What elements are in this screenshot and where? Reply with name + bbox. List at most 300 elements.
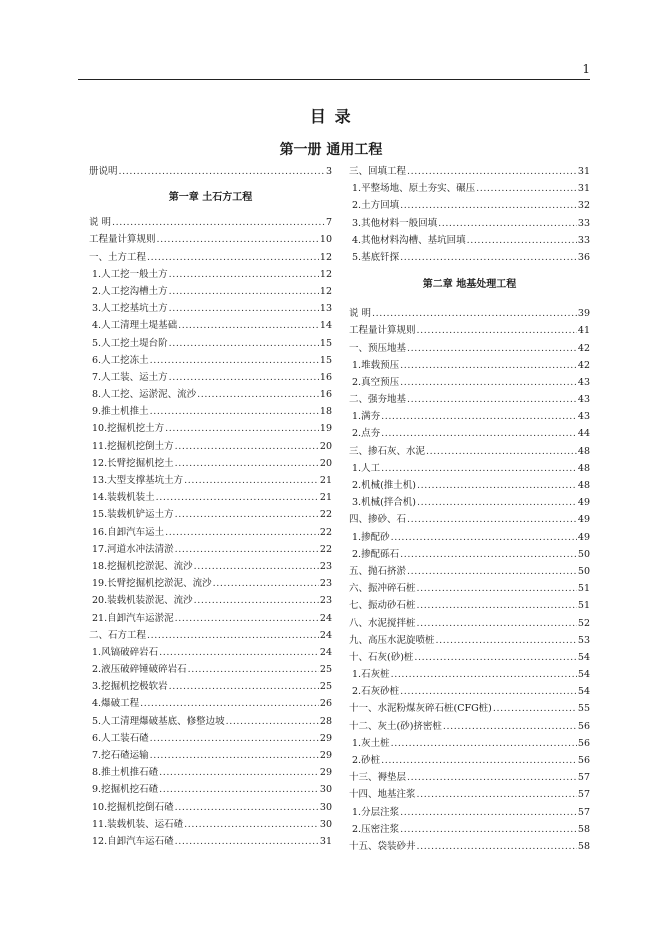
dot-leader bbox=[213, 575, 319, 592]
toc-entry[interactable] bbox=[89, 455, 332, 472]
toc-entry-label: 18.挖掘机挖淤泥、流沙 bbox=[92, 560, 193, 572]
toc-entry-label: 八、水泥搅拌桩 bbox=[349, 617, 416, 629]
toc-entry[interactable] bbox=[349, 460, 590, 477]
toc-entry-page: 29 bbox=[319, 732, 332, 744]
toc-entry[interactable] bbox=[349, 597, 590, 614]
dot-leader bbox=[188, 661, 319, 678]
toc-entry-page: 51 bbox=[577, 583, 590, 595]
dot-leader bbox=[438, 215, 577, 232]
toc-entry-label: 一、土方工程 bbox=[89, 251, 147, 263]
dot-leader bbox=[417, 580, 577, 597]
dot-leader bbox=[159, 764, 319, 781]
toc-entry[interactable] bbox=[89, 833, 332, 850]
toc-entry[interactable] bbox=[349, 340, 590, 357]
toc-entry-label: 十二、灰土(砂)挤密桩 bbox=[349, 720, 442, 732]
dot-leader bbox=[147, 249, 319, 266]
toc-entry-page: 49 bbox=[577, 497, 590, 509]
toc-entry-label: 12.自卸汽车运石碴 bbox=[92, 835, 174, 847]
toc-left-column bbox=[89, 163, 332, 850]
toc-entry-label: 6.人工装石碴 bbox=[92, 732, 149, 744]
toc-entry-page: 39 bbox=[577, 308, 590, 320]
toc-entry-page: 19 bbox=[319, 423, 332, 435]
toc-entry-page: 12 bbox=[319, 251, 332, 263]
toc-entry-label: 工程量计算规则 bbox=[349, 325, 416, 337]
dot-leader bbox=[417, 597, 577, 614]
toc-entry-page: 36 bbox=[577, 251, 590, 263]
toc-entry-page: 22 bbox=[319, 509, 332, 521]
toc-entry[interactable] bbox=[349, 215, 590, 232]
toc-entry[interactable] bbox=[89, 592, 332, 609]
chapter-heading: 第二章 地基处理工程 bbox=[422, 279, 517, 291]
toc-entry-label: 1.风镐破碎岩石 bbox=[92, 646, 159, 658]
toc-entry-page: 43 bbox=[577, 411, 590, 423]
dot-leader bbox=[150, 403, 319, 420]
toc-entry-label: 1.石灰桩 bbox=[352, 669, 390, 681]
dot-leader bbox=[407, 769, 577, 786]
toc-entry-label: 2.砂桩 bbox=[352, 755, 381, 766]
toc-entry-label: 2.石灰砂桩 bbox=[352, 686, 400, 698]
toc-entry-label: 十一、水泥粉煤灰碎石桩(CFG桩) bbox=[349, 703, 492, 715]
toc-entry[interactable] bbox=[89, 403, 332, 420]
dot-leader bbox=[169, 369, 319, 386]
toc-entry-label: 21.自卸汽车运淤泥 bbox=[92, 612, 174, 624]
toc-entry-page: 41 bbox=[577, 325, 590, 337]
dot-leader bbox=[407, 163, 577, 180]
toc-entry[interactable] bbox=[349, 357, 590, 374]
toc-entry-page: 43 bbox=[577, 376, 590, 388]
toc-entry-label: 4.爆破工程 bbox=[92, 698, 140, 710]
toc-entry-label: 17.河道水冲法清淤 bbox=[92, 543, 174, 555]
dot-leader bbox=[381, 752, 577, 769]
dot-leader bbox=[443, 718, 577, 735]
toc-entry[interactable] bbox=[89, 558, 332, 575]
toc-entry-page: 50 bbox=[577, 548, 590, 560]
dot-leader bbox=[169, 266, 319, 283]
toc-entry[interactable] bbox=[349, 546, 590, 563]
toc-entry[interactable] bbox=[89, 541, 332, 558]
toc-entry-label: 1.堆载预压 bbox=[352, 359, 400, 371]
toc-entry-page: 51 bbox=[577, 600, 590, 612]
toc-entry-page: 30 bbox=[319, 818, 332, 830]
dot-leader bbox=[175, 455, 319, 472]
toc-entry[interactable] bbox=[89, 283, 332, 300]
toc-entry-page: 50 bbox=[577, 565, 590, 577]
dot-leader bbox=[381, 408, 577, 425]
toc-entry-label: 1.满夯 bbox=[352, 411, 381, 423]
toc-entry-label: 四、掺砂、石 bbox=[349, 514, 407, 526]
toc-entry-label: 说 明 bbox=[349, 308, 372, 320]
toc-entry[interactable] bbox=[349, 163, 590, 180]
toc-entry-label: 工程量计算规则 bbox=[89, 234, 156, 246]
toc-entry-page: 44 bbox=[577, 428, 590, 440]
toc-entry-label: 十五、袋装砂井 bbox=[349, 840, 416, 852]
dot-leader bbox=[436, 632, 577, 649]
toc-entry-page: 30 bbox=[319, 784, 332, 796]
dot-leader bbox=[150, 730, 319, 747]
toc-entry-page: 49 bbox=[577, 531, 590, 543]
dot-leader bbox=[184, 816, 319, 833]
dot-leader bbox=[165, 420, 319, 437]
dot-leader bbox=[400, 357, 577, 374]
toc-entry[interactable] bbox=[349, 649, 590, 666]
dot-leader bbox=[175, 799, 319, 816]
toc-entry-label: 二、强夯地基 bbox=[349, 394, 407, 406]
toc-entry[interactable] bbox=[89, 300, 332, 317]
toc-entry-label: 2.点夯 bbox=[352, 428, 381, 440]
dot-leader bbox=[407, 340, 577, 357]
toc-entry[interactable] bbox=[89, 214, 332, 231]
toc-entry-label: 4.其他材料沟槽、基坑回填 bbox=[352, 234, 466, 246]
toc-entry-label: 十三、褥垫层 bbox=[349, 772, 407, 784]
toc-entry-label: 一、预压地基 bbox=[349, 342, 407, 354]
dot-leader bbox=[194, 558, 319, 575]
dot-leader bbox=[175, 438, 319, 455]
toc-entry-label: 1.人工挖一般土方 bbox=[92, 268, 168, 280]
toc-entry[interactable] bbox=[89, 816, 332, 833]
dot-leader bbox=[400, 374, 577, 391]
toc-entry[interactable] bbox=[349, 391, 590, 408]
dot-leader bbox=[400, 546, 577, 563]
toc-entry[interactable] bbox=[349, 666, 590, 683]
dot-leader bbox=[417, 786, 577, 803]
toc-entry-page: 15 bbox=[319, 354, 332, 366]
toc-entry[interactable] bbox=[89, 352, 332, 369]
toc-entry[interactable] bbox=[89, 695, 332, 712]
toc-entry[interactable] bbox=[89, 661, 332, 678]
toc-entry-page: 22 bbox=[319, 543, 332, 555]
toc-entry-page: 57 bbox=[577, 806, 590, 818]
dot-leader bbox=[493, 700, 577, 717]
toc-entry[interactable] bbox=[349, 425, 590, 442]
toc-entry-label: 二、石方工程 bbox=[89, 629, 147, 641]
toc-entry-label: 3.人工挖基坑土方 bbox=[92, 303, 168, 315]
toc-entry-label: 2.压密注浆 bbox=[352, 823, 400, 835]
toc-entry-page: 23 bbox=[319, 578, 332, 590]
toc-entry-label: 5.基底钎探 bbox=[352, 251, 400, 263]
dot-leader bbox=[426, 443, 577, 460]
toc-entry[interactable] bbox=[349, 821, 590, 838]
toc-entry-label: 12.长臂挖掘机挖土 bbox=[92, 457, 174, 469]
toc-entry-page: 21 bbox=[319, 475, 332, 486]
toc-entry[interactable] bbox=[349, 769, 590, 786]
dot-leader bbox=[400, 821, 577, 838]
dot-leader bbox=[159, 644, 319, 661]
toc-entry-page: 3 bbox=[325, 166, 332, 177]
dot-leader bbox=[407, 563, 577, 580]
dot-leader bbox=[407, 511, 577, 528]
toc-entry-label: 9.挖掘机挖石碴 bbox=[92, 784, 159, 796]
toc-entry[interactable] bbox=[349, 511, 590, 528]
toc-entry[interactable] bbox=[89, 610, 332, 627]
dot-leader bbox=[381, 460, 577, 477]
toc-entry[interactable] bbox=[89, 799, 332, 816]
toc-entry[interactable] bbox=[349, 838, 590, 855]
toc-entry[interactable] bbox=[89, 386, 332, 403]
toc-entry-label: 1.人工 bbox=[352, 462, 381, 474]
toc-entry-label: 7.人工装、运土方 bbox=[92, 371, 168, 383]
toc-entry-page: 58 bbox=[577, 823, 590, 835]
toc-entry-page: 42 bbox=[577, 359, 590, 371]
toc-entry[interactable] bbox=[349, 408, 590, 425]
page-title: 目 录 bbox=[309, 107, 353, 126]
toc-entry-label: 九、高压水泥旋喷桩 bbox=[349, 634, 435, 646]
toc-entry-label: 六、振冲碎石桩 bbox=[349, 583, 416, 595]
dot-leader bbox=[119, 163, 325, 180]
dot-leader bbox=[175, 610, 319, 627]
toc-entry-page: 25 bbox=[319, 681, 332, 693]
toc-entry-page: 30 bbox=[319, 801, 332, 813]
dot-leader bbox=[391, 529, 577, 546]
toc-entry-label: 11.挖掘机挖倒土方 bbox=[92, 440, 174, 452]
toc-entry[interactable] bbox=[89, 730, 332, 747]
toc-entry-page: 12 bbox=[319, 268, 332, 280]
toc-entry[interactable] bbox=[89, 781, 332, 798]
dot-leader bbox=[391, 735, 577, 752]
dot-leader bbox=[476, 180, 577, 197]
dot-leader bbox=[197, 386, 319, 403]
toc-entry-page: 31 bbox=[319, 835, 332, 847]
toc-entry-page: 48 bbox=[577, 445, 590, 457]
toc-entry-page: 14 bbox=[319, 320, 332, 332]
toc-entry-label: 20.装载机装淤泥、流沙 bbox=[92, 595, 193, 607]
toc-entry-page: 24 bbox=[319, 646, 332, 658]
toc-entry-label: 10.挖掘机挖倒石碴 bbox=[92, 801, 174, 813]
toc-entry-label: 3.机械(拌合机) bbox=[352, 497, 416, 509]
toc-entry-page: 25 bbox=[319, 664, 332, 676]
dot-leader bbox=[169, 335, 319, 352]
toc-entry[interactable] bbox=[349, 683, 590, 700]
toc-entry[interactable] bbox=[89, 335, 332, 352]
toc-entry-label: 三、回填工程 bbox=[349, 166, 407, 177]
toc-entry-page: 32 bbox=[577, 200, 590, 212]
toc-entry[interactable] bbox=[89, 472, 332, 489]
toc-entry-page: 54 bbox=[577, 669, 590, 681]
toc-entry[interactable] bbox=[89, 317, 332, 334]
toc-entry-page: 16 bbox=[319, 389, 332, 401]
toc-entry-label: 2.机械(推土机) bbox=[352, 480, 416, 491]
toc-entry-page: 31 bbox=[577, 166, 590, 177]
dot-leader bbox=[417, 615, 577, 632]
toc-entry-label: 5.人工挖土堤台阶 bbox=[92, 337, 168, 349]
toc-entry-page: 54 bbox=[577, 651, 590, 663]
toc-entry[interactable] bbox=[89, 747, 332, 764]
dot-leader bbox=[175, 506, 319, 523]
toc-entry-label: 9.推土机推土 bbox=[92, 406, 149, 418]
toc-entry-label: 5.人工清理爆破基底、修整边坡 bbox=[92, 715, 225, 727]
toc-entry-page: 24 bbox=[319, 629, 332, 641]
dot-leader bbox=[147, 627, 319, 644]
toc-entry[interactable] bbox=[89, 249, 332, 266]
toc-entry[interactable] bbox=[349, 718, 590, 735]
toc-entry-label: 十四、地基注浆 bbox=[349, 789, 416, 801]
header-rule bbox=[78, 79, 590, 80]
toc-entry-page: 57 bbox=[577, 789, 590, 801]
dot-leader bbox=[175, 833, 319, 850]
toc-entry[interactable] bbox=[349, 563, 590, 580]
toc-entry[interactable] bbox=[89, 266, 332, 283]
toc-entry-page: 23 bbox=[319, 595, 332, 607]
toc-entry-page: 54 bbox=[577, 686, 590, 698]
toc-entry[interactable] bbox=[349, 752, 590, 769]
toc-entry-page: 48 bbox=[577, 462, 590, 474]
dot-leader bbox=[175, 541, 319, 558]
toc-entry[interactable] bbox=[89, 438, 332, 455]
toc-entry-label: 15.装载机铲运土方 bbox=[92, 509, 174, 521]
toc-entry-page: 12 bbox=[319, 285, 332, 297]
toc-entry-label: 2.真空预压 bbox=[352, 376, 400, 388]
toc-entry-label: 3.其他材料一般回填 bbox=[352, 217, 438, 229]
dot-leader bbox=[157, 231, 319, 248]
dot-leader bbox=[414, 649, 576, 666]
toc-entry[interactable] bbox=[89, 627, 332, 644]
toc-entry-page: 33 bbox=[577, 234, 590, 246]
toc-entry[interactable] bbox=[89, 231, 332, 248]
toc-entry-label: 十、石灰(砂)桩 bbox=[349, 651, 414, 663]
toc-entry[interactable] bbox=[349, 632, 590, 649]
toc-entry[interactable] bbox=[89, 575, 332, 592]
dot-leader bbox=[417, 494, 577, 511]
toc-entry-page: 22 bbox=[319, 526, 332, 538]
toc-entry-page: 56 bbox=[577, 737, 590, 749]
toc-entry[interactable] bbox=[349, 443, 590, 460]
dot-leader bbox=[381, 425, 577, 442]
toc-entry-page: 7 bbox=[325, 217, 332, 229]
toc-entry[interactable] bbox=[349, 580, 590, 597]
toc-entry-page: 31 bbox=[577, 183, 590, 195]
dot-leader bbox=[150, 352, 319, 369]
toc-entry-page: 18 bbox=[319, 406, 332, 418]
dot-leader bbox=[226, 713, 319, 730]
dot-leader bbox=[112, 214, 325, 231]
toc-entry-label: 7.挖石碴运输 bbox=[92, 750, 149, 761]
dot-leader bbox=[140, 695, 319, 712]
toc-entry[interactable] bbox=[89, 524, 332, 541]
dot-leader bbox=[417, 838, 577, 855]
toc-entry-label: 三、掺石灰、水泥 bbox=[349, 445, 426, 457]
toc-entry-page: 57 bbox=[577, 772, 590, 784]
toc-entry[interactable] bbox=[349, 477, 590, 494]
dot-leader bbox=[178, 317, 319, 334]
toc-entry[interactable] bbox=[349, 804, 590, 821]
toc-entry[interactable] bbox=[349, 615, 590, 632]
toc-entry-page: 23 bbox=[319, 560, 332, 572]
dot-leader bbox=[184, 472, 319, 489]
toc-entry-label: 七、振动砂石桩 bbox=[349, 600, 416, 612]
toc-entry[interactable] bbox=[349, 735, 590, 752]
toc-entry-label: 4.人工清理土堤基础 bbox=[92, 320, 178, 332]
chapter-heading: 第一章 土石方工程 bbox=[168, 192, 253, 204]
toc-entry-page: 43 bbox=[577, 394, 590, 406]
toc-entry-label: 19.长臂挖掘机挖淤泥、流沙 bbox=[92, 578, 212, 590]
toc-entry-label: 1.灰土桩 bbox=[352, 737, 390, 749]
dot-leader bbox=[169, 678, 319, 695]
toc-entry-page: 48 bbox=[577, 480, 590, 491]
dot-leader bbox=[417, 477, 577, 494]
toc-entry[interactable] bbox=[89, 420, 332, 437]
toc-entry[interactable] bbox=[349, 249, 590, 266]
toc-entry-page: 10 bbox=[319, 234, 332, 246]
volume-title: 第一册 通用工程 bbox=[279, 142, 383, 158]
toc-entry-page: 20 bbox=[319, 457, 332, 469]
toc-entry[interactable] bbox=[349, 700, 590, 717]
toc-entry-label: 1.分层注浆 bbox=[352, 806, 400, 818]
toc-entry-label: 2.液压破碎锤破碎岩石 bbox=[92, 664, 187, 676]
toc-entry[interactable] bbox=[349, 305, 590, 322]
dot-leader bbox=[391, 666, 577, 683]
toc-entry-page: 21 bbox=[319, 492, 332, 504]
dot-leader bbox=[150, 747, 319, 764]
toc-entry-label: 册说明 bbox=[89, 166, 118, 177]
toc-entry[interactable] bbox=[349, 232, 590, 249]
dot-leader bbox=[400, 804, 577, 821]
toc-entry[interactable] bbox=[349, 374, 590, 391]
dot-leader bbox=[156, 489, 319, 506]
toc-entry-label: 1.掺配砂 bbox=[352, 531, 390, 543]
toc-entry-page: 53 bbox=[577, 634, 590, 646]
toc-entry[interactable] bbox=[89, 369, 332, 386]
toc-entry[interactable] bbox=[349, 529, 590, 546]
dot-leader bbox=[417, 322, 577, 339]
toc-entry-label: 10.挖掘机挖土方 bbox=[92, 423, 165, 435]
toc-entry-label: 8.人工挖、运淤泥、流沙 bbox=[92, 389, 197, 401]
toc-entry-page: 56 bbox=[577, 720, 590, 732]
toc-entry-page: 29 bbox=[319, 767, 332, 779]
toc-entry-label: 16.自卸汽车运土 bbox=[92, 526, 165, 538]
toc-entry[interactable] bbox=[89, 678, 332, 695]
toc-entry-label: 6.人工挖冻土 bbox=[92, 354, 149, 366]
dot-leader bbox=[169, 283, 319, 300]
toc-entry[interactable] bbox=[89, 163, 332, 180]
dot-leader bbox=[467, 232, 577, 249]
toc-entry-label: 1.平整场地、原土夯实、碾压 bbox=[352, 183, 476, 195]
toc-entry[interactable] bbox=[89, 764, 332, 781]
toc-entry-page: 20 bbox=[319, 440, 332, 452]
toc-entry-page: 49 bbox=[577, 514, 590, 526]
toc-entry[interactable] bbox=[349, 197, 590, 214]
toc-entry-page: 52 bbox=[577, 617, 590, 629]
toc-entry-page: 15 bbox=[319, 337, 332, 349]
toc-entry-label: 2.土方回填 bbox=[352, 200, 400, 212]
toc-entry-label: 2.人工挖沟槽土方 bbox=[92, 285, 168, 297]
toc-entry-page: 55 bbox=[577, 703, 590, 715]
toc-entry-page: 42 bbox=[577, 342, 590, 354]
toc-entry-label: 11.装载机装、运石碴 bbox=[92, 818, 184, 830]
toc-entry-page: 58 bbox=[577, 840, 590, 852]
toc-entry-page: 33 bbox=[577, 217, 590, 229]
toc-entry[interactable] bbox=[349, 322, 590, 339]
dot-leader bbox=[159, 781, 319, 798]
toc-entry[interactable] bbox=[89, 506, 332, 523]
toc-entry-page: 24 bbox=[319, 612, 332, 624]
dot-leader bbox=[400, 683, 577, 700]
toc-entry[interactable] bbox=[89, 644, 332, 661]
toc-entry-label: 14.装载机装土 bbox=[92, 492, 155, 504]
toc-entry-label: 五、抛石挤淤 bbox=[349, 565, 407, 577]
toc-entry-page: 13 bbox=[319, 303, 332, 315]
dot-leader bbox=[400, 249, 577, 266]
toc-entry[interactable] bbox=[349, 494, 590, 511]
toc-entry-label: 8.推土机推石碴 bbox=[92, 767, 159, 779]
toc-entry[interactable] bbox=[89, 489, 332, 506]
dot-leader bbox=[372, 305, 577, 322]
toc-entry[interactable] bbox=[89, 713, 332, 730]
toc-entry-page: 16 bbox=[319, 371, 332, 383]
toc-entry[interactable] bbox=[349, 180, 590, 197]
toc-entry-label: 2.掺配砾石 bbox=[352, 548, 400, 560]
dot-leader bbox=[400, 197, 577, 214]
toc-entry-page: 28 bbox=[319, 715, 332, 727]
toc-entry[interactable] bbox=[349, 786, 590, 803]
